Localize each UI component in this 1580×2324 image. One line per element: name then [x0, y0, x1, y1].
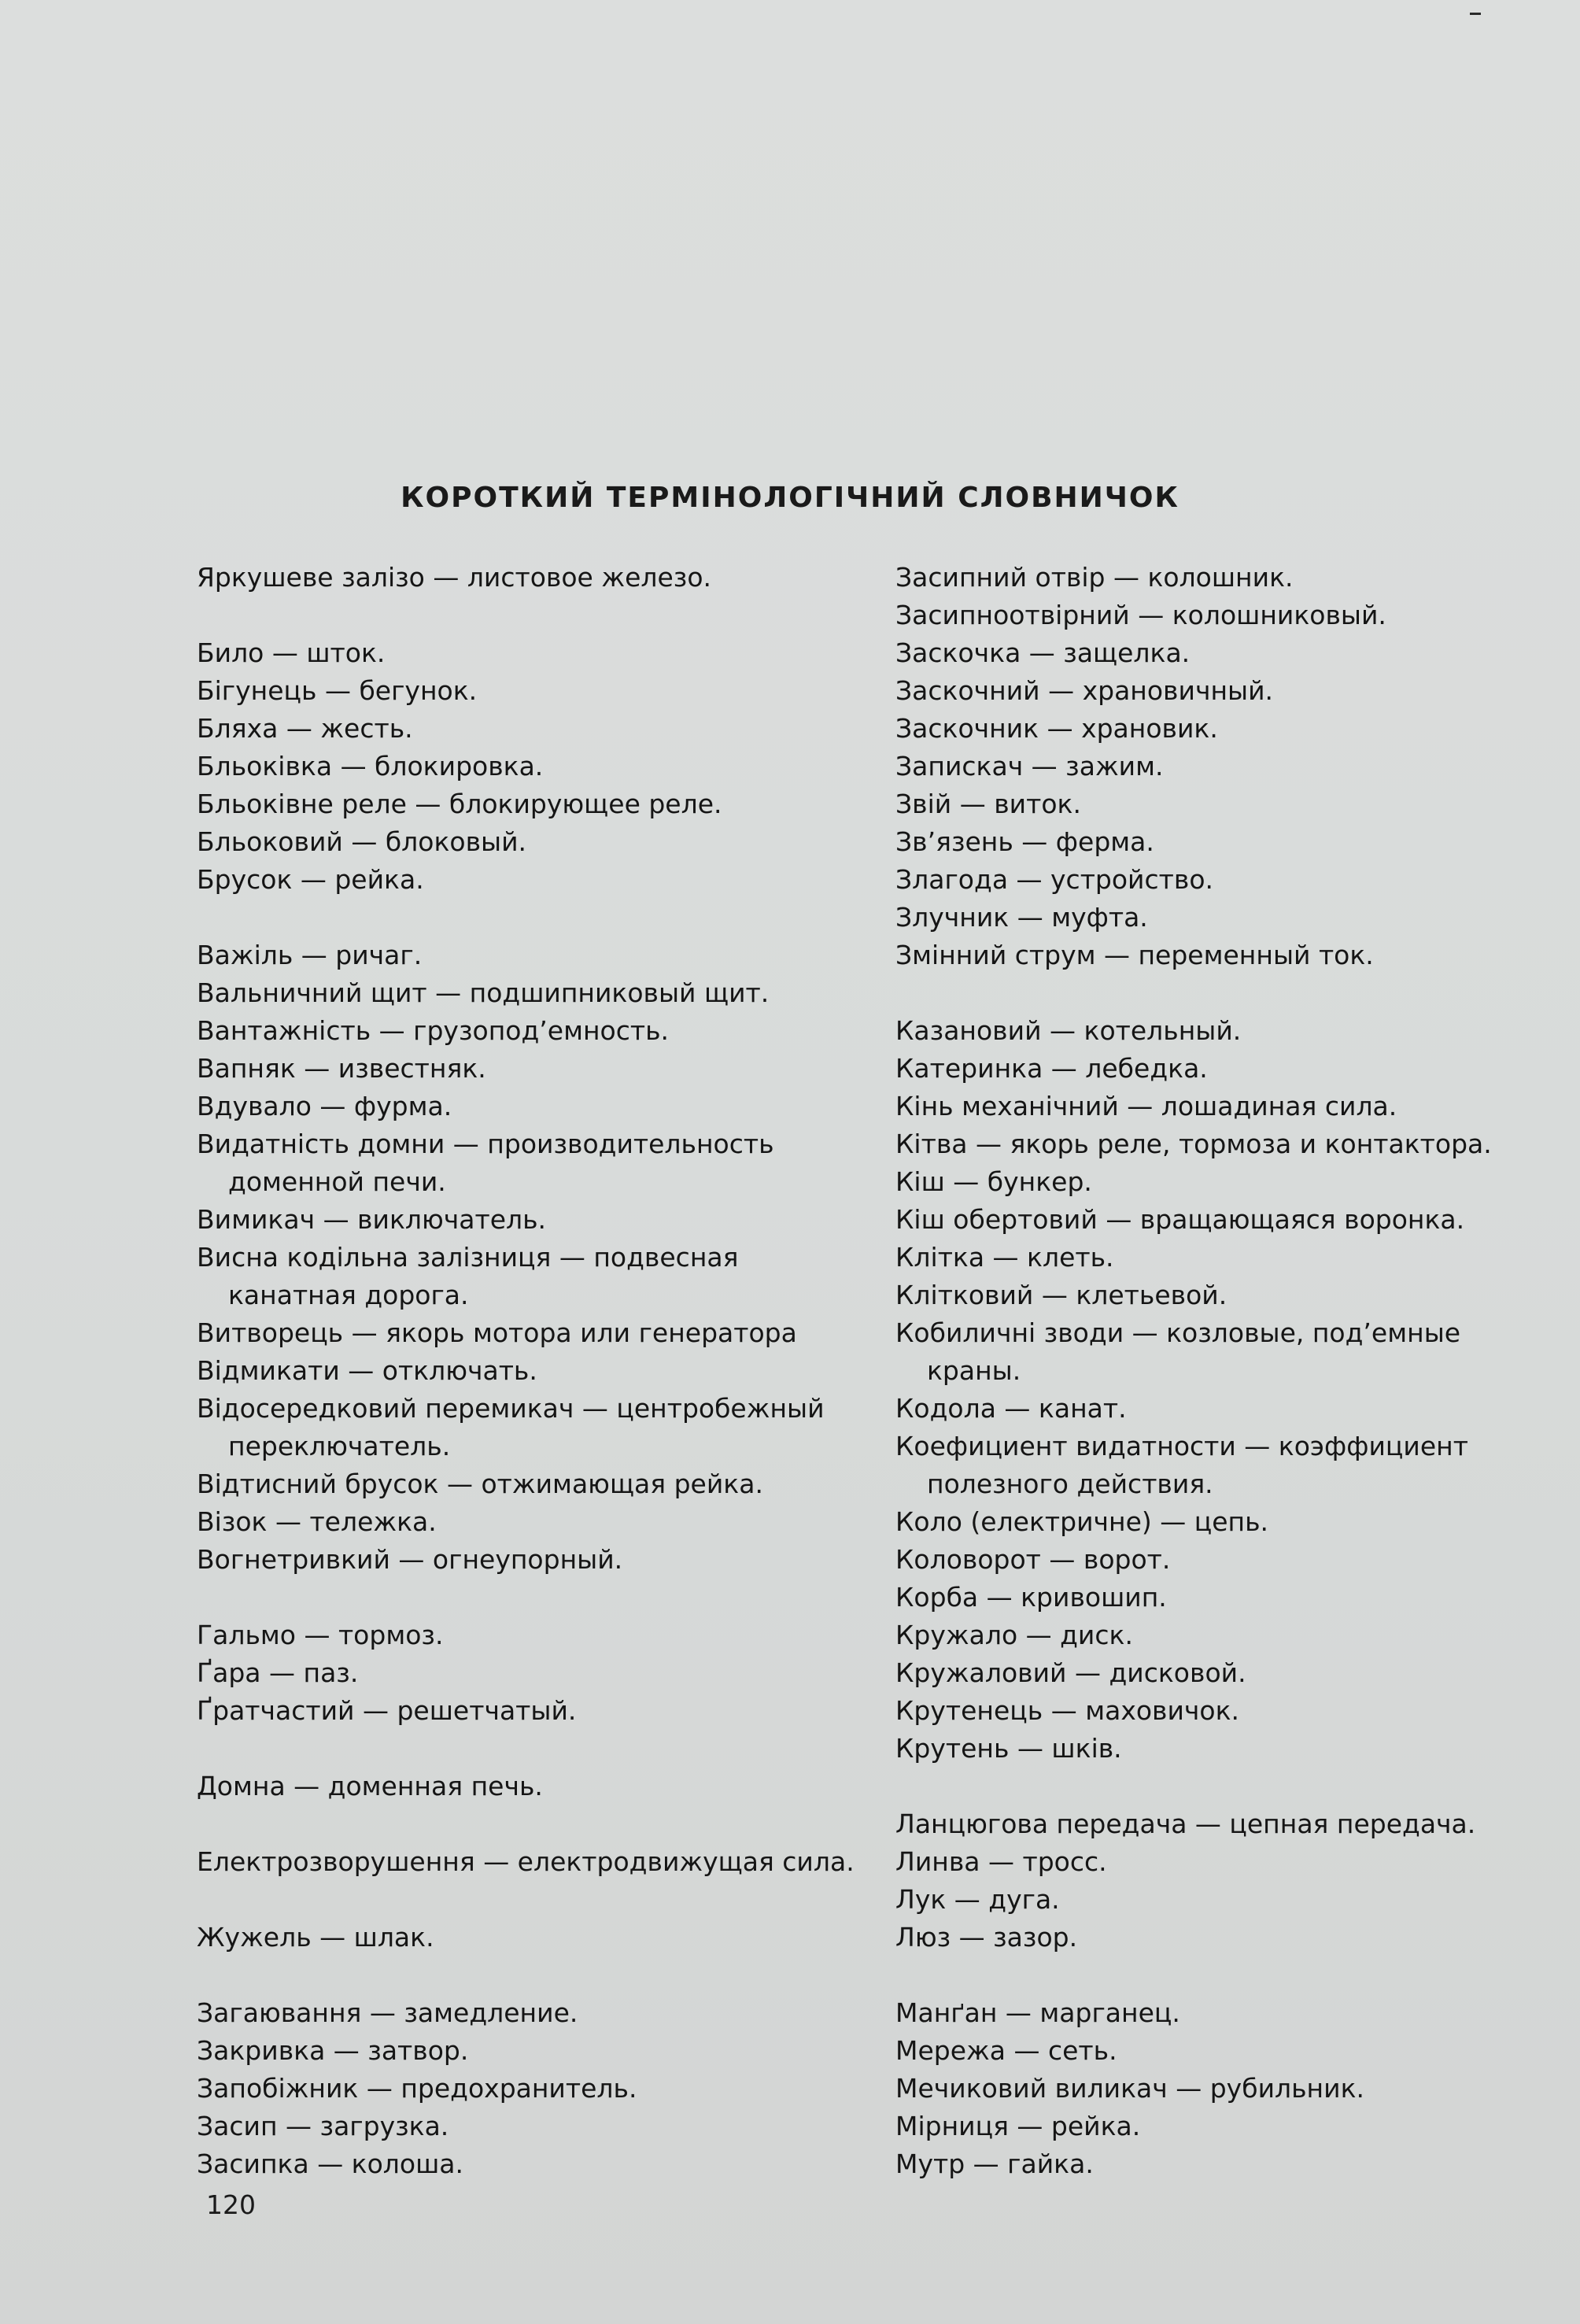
dictionary-entry: Злучник — муфта. [895, 902, 1148, 933]
dictionary-entry: Кружаловий — дисковой. [895, 1657, 1246, 1688]
dictionary-entry: Манґан — марганец. [895, 1997, 1180, 2028]
dictionary-entry: Бльоківне реле — блокирующее реле. [197, 789, 722, 819]
dictionary-entry: Бльоківка — блокировка. [197, 751, 544, 781]
dictionary-entry: Загаювання — замедление. [197, 1997, 578, 2028]
dictionary-entry: Клітковий — клетьевой. [895, 1280, 1227, 1310]
dictionary-entry: Гальмо — тормоз. [197, 1620, 444, 1650]
dictionary-entry: Линва — тросс. [895, 1846, 1107, 1877]
dictionary-entry: Запискач — зажим. [895, 751, 1164, 781]
dictionary-entry: Мутр — гайка. [895, 2148, 1094, 2179]
page-number: 120 [206, 2189, 256, 2220]
dictionary-entry: Крутенець — маховичок. [895, 1695, 1240, 1726]
dictionary-entry: Зв’язень — ферма. [895, 826, 1154, 857]
dictionary-entry: Катеринка — лебедка. [895, 1053, 1208, 1084]
dictionary-entry: Засипноотвірний — колошниковый. [895, 600, 1386, 630]
dictionary-entry: Заскочник — храновик. [895, 713, 1218, 744]
dictionary-entry: Мережа — сеть. [895, 2035, 1117, 2066]
dictionary-entry: Вдувало — фурма. [197, 1091, 452, 1121]
dictionary-entry: Візок — тележка. [197, 1506, 437, 1537]
dictionary-entry: Ґара — паз. [197, 1657, 359, 1688]
dictionary-entry: Люз — зазор. [895, 1922, 1078, 1953]
dictionary-entry: Злагода — устройство. [895, 864, 1213, 895]
dictionary-entry: Мірниця — рейка. [895, 2111, 1141, 2141]
dictionary-entry: Кружало — диск. [895, 1620, 1133, 1650]
dictionary-entry: Кіш обертовий — вращающаяся воронка. [895, 1204, 1465, 1235]
dictionary-entry: Бігунець — бегунок. [197, 675, 478, 706]
dictionary-entry: Кінь механічний — лошадиная сила. [895, 1091, 1397, 1121]
left-column [197, 559, 873, 2183]
dictionary-entry: Запобіжник — предохранитель. [197, 2073, 637, 2104]
dictionary-entry: Бляха — жесть. [197, 713, 413, 744]
dictionary-entry: Вантажність — грузопод’емность. [197, 1015, 670, 1046]
dictionary-entry: Відтисний брусок — отжимающая рейка. [197, 1469, 763, 1499]
dictionary-entry: Коловорот — ворот. [895, 1544, 1171, 1575]
dictionary-entry: Електрозворушення — електродвижущая сила. [197, 1846, 855, 1877]
dictionary-entry: Вальничний щит — подшипниковый щит. [197, 977, 770, 1008]
dictionary-entry: Засипка — колоша. [197, 2148, 463, 2179]
dictionary-entry: Било — шток. [197, 637, 386, 668]
dictionary-entry: Ґратчастий — решетчатый. [197, 1695, 577, 1726]
dictionary-entry: Закривка — затвор. [197, 2035, 469, 2066]
dictionary-entry: Бльоковий — блоковый. [197, 826, 527, 857]
dictionary-entry: Яркушеве залізо — листовое железо. [197, 562, 712, 593]
dictionary-entry: Засип — загрузка. [197, 2111, 449, 2141]
dictionary-entry: Домна — доменная печь. [197, 1771, 543, 1801]
dictionary-entry: Брусок — рейка. [197, 864, 424, 895]
page-edge-mark [1470, 13, 1481, 15]
dictionary-entry: Лук — дуга. [895, 1884, 1060, 1915]
dictionary-entry: Ланцюгова передача — цепная передача. [895, 1809, 1476, 1839]
dictionary-entry: Казановий — котельный. [895, 1015, 1242, 1046]
dictionary-entry: Засипний отвір — колошник. [895, 562, 1294, 593]
dictionary-entry: Важіль — ричаг. [197, 940, 423, 970]
dictionary-entry: Корба — кривошип. [895, 1582, 1167, 1613]
dictionary-entry: Видатність домни — производительность доменной печи. [197, 1129, 774, 1197]
dictionary-entry: Відмикати — отключать. [197, 1355, 537, 1386]
dictionary-entry: Звій — виток. [895, 789, 1081, 819]
dictionary-entry: Коло (електричне) — цепь. [895, 1506, 1269, 1537]
dictionary-entry: Вимикач — виключатель. [197, 1204, 547, 1235]
dictionary-entry: Заскочний — храновичный. [895, 675, 1274, 706]
dictionary-entry: Вапняк — известняк. [197, 1053, 486, 1084]
dictionary-entry: Змінний струм — переменный ток. [895, 940, 1374, 970]
dictionary-entry: Коефициент видатности — коэффициент полезного действия. [895, 1431, 1468, 1499]
dictionary-entry: Клітка — клеть. [895, 1242, 1114, 1273]
dictionary-entry: Відосередковий перемикач — центробежный переключатель. [197, 1393, 825, 1461]
dictionary-entry: Жужель — шлак. [197, 1922, 434, 1953]
dictionary-entry: Крутень — шків. [895, 1733, 1122, 1764]
dictionary-entry: Кобиличні зводи — козловые, под’емные краны. [895, 1317, 1461, 1386]
dictionary-entry: Заскочка — защелка. [895, 637, 1191, 668]
dictionary-entry: Кітва — якорь реле, тормоза и контактора. [895, 1129, 1492, 1159]
dictionary-entry: Мечиковий виликач — рубильник. [895, 2073, 1364, 2104]
dictionary-entry: Висна кодільна залізниця — подвесная канатная дорога. [197, 1242, 739, 1310]
dictionary-entry: Витворець — якорь мотора или генератора [197, 1317, 797, 1348]
right-column [895, 559, 1541, 2183]
dictionary-entry: Вогнетривкий — огнеупорный. [197, 1544, 623, 1575]
dictionary-entry: Кіш — бункер. [895, 1166, 1092, 1197]
dictionary-entry: Кодола — канат. [895, 1393, 1127, 1424]
page-title: КОРОТКИЙ ТЕРМІНОЛОГІЧНИЙ СЛОВНИЧОК [401, 482, 1179, 514]
